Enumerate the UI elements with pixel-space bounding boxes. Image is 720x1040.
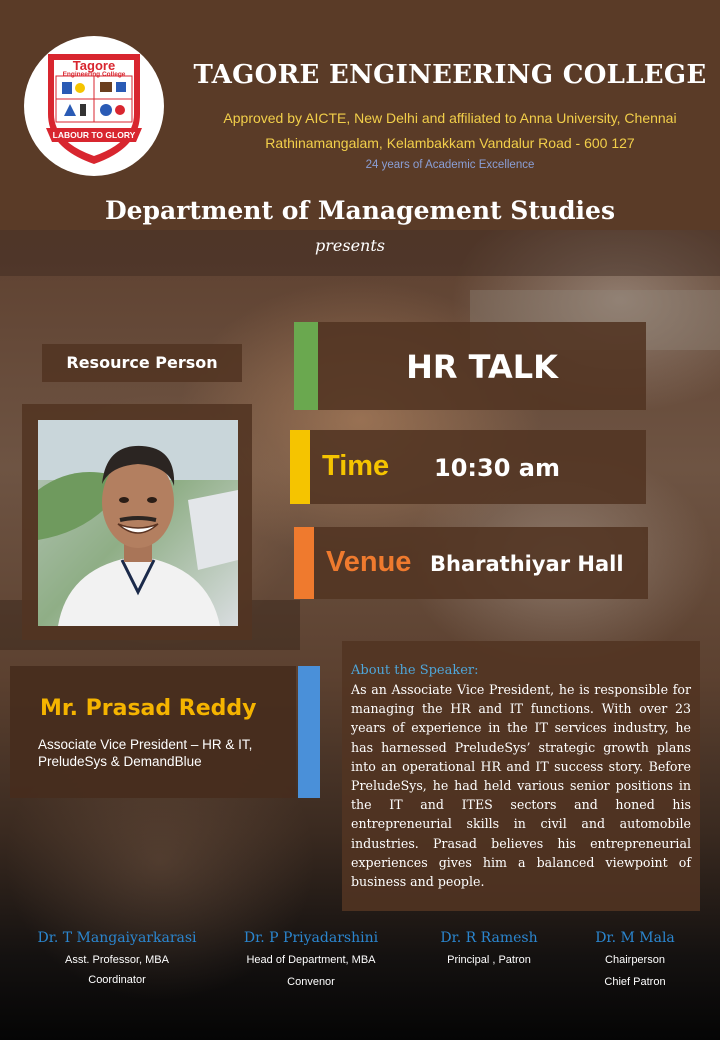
speaker-name: Mr. Prasad Reddy bbox=[40, 696, 257, 721]
signatory-role: Chief Patron bbox=[604, 976, 666, 988]
venue-value: Bharathiyar Hall bbox=[430, 552, 624, 576]
signatory-role: Coordinator bbox=[88, 974, 146, 986]
event-title: HR TALK bbox=[406, 348, 558, 386]
speaker-portrait-icon bbox=[38, 420, 238, 626]
venue-label: Venue bbox=[326, 546, 412, 578]
speaker-photo bbox=[38, 420, 238, 626]
yellow-accent-bar bbox=[290, 430, 310, 504]
logo-sub-text: Engineering College bbox=[62, 71, 126, 78]
green-accent-bar bbox=[294, 322, 318, 410]
speaker-designation: Associate Vice President – HR & IT, PreludeSys & DemandBlue bbox=[38, 737, 253, 769]
signatory-name: Dr. T Mangaiyarkarasi bbox=[37, 930, 197, 946]
signatory-title: Principal , Patron bbox=[447, 954, 531, 966]
about-speaker-box bbox=[342, 641, 700, 911]
hr-talk-box bbox=[318, 322, 646, 410]
orange-accent-bar bbox=[294, 527, 314, 599]
signatory-title: Asst. Professor, MBA bbox=[65, 954, 169, 966]
signatory-coordinator bbox=[14, 930, 220, 986]
time-value: 10:30 am bbox=[434, 454, 560, 482]
about-title: About the Speaker: bbox=[351, 663, 479, 678]
logo-motto: LABOUR TO GLORY bbox=[52, 130, 136, 140]
tagline: 24 years of Academic Excellence bbox=[365, 159, 535, 171]
resource-person-label: Resource Person bbox=[66, 353, 218, 372]
about-text: As an Associate Vice President, he is responsible for managing the HR and IT functions. With over 23 years of experience in the IT services industry, he has harnessed PreludeSys’ strategic growth plans into an operational HR and IT success story. Before PreludeSys, he had held various senior positions in the IT and ITES sectors and honed his entrepreneurial skills in civil and automobile industries. Prasad believes his entrepreneurial experiences gives him a balanced viewpoint of business and people. bbox=[351, 682, 691, 890]
resource-person-box bbox=[42, 344, 242, 382]
college-crest-icon bbox=[24, 36, 164, 176]
address-line: Rathinamangalam, Kelambakkam Vandalur Road - 600 127 bbox=[265, 135, 635, 151]
signatory-title: Head of Department, MBA bbox=[246, 954, 376, 966]
college-name: TAGORE ENGINEERING COLLEGE bbox=[193, 60, 707, 90]
signatory-chairperson bbox=[560, 930, 710, 988]
signatory-title: Chairperson bbox=[605, 954, 665, 966]
signatory-name: Dr. R Ramesh bbox=[440, 930, 538, 946]
department-title: Department of Management Studies bbox=[104, 196, 616, 225]
time-box bbox=[310, 430, 646, 504]
signatory-convenor bbox=[208, 930, 414, 988]
signatory-principal bbox=[414, 930, 564, 966]
logo-top-text: Tagore bbox=[72, 58, 116, 73]
speaker-name-box bbox=[10, 666, 296, 798]
time-label: Time bbox=[322, 450, 390, 482]
signatory-role: Convenor bbox=[287, 976, 335, 988]
college-logo bbox=[24, 36, 164, 176]
signatory-name: Dr. P Priyadarshini bbox=[243, 930, 379, 946]
approval-line: Approved by AICTE, New Delhi and affiliated to Anna University, Chennai bbox=[223, 110, 677, 126]
presents-text: presents bbox=[315, 236, 385, 255]
venue-box bbox=[314, 527, 648, 599]
signatory-name: Dr. M Mala bbox=[595, 930, 675, 946]
blue-accent-bar bbox=[298, 666, 320, 798]
